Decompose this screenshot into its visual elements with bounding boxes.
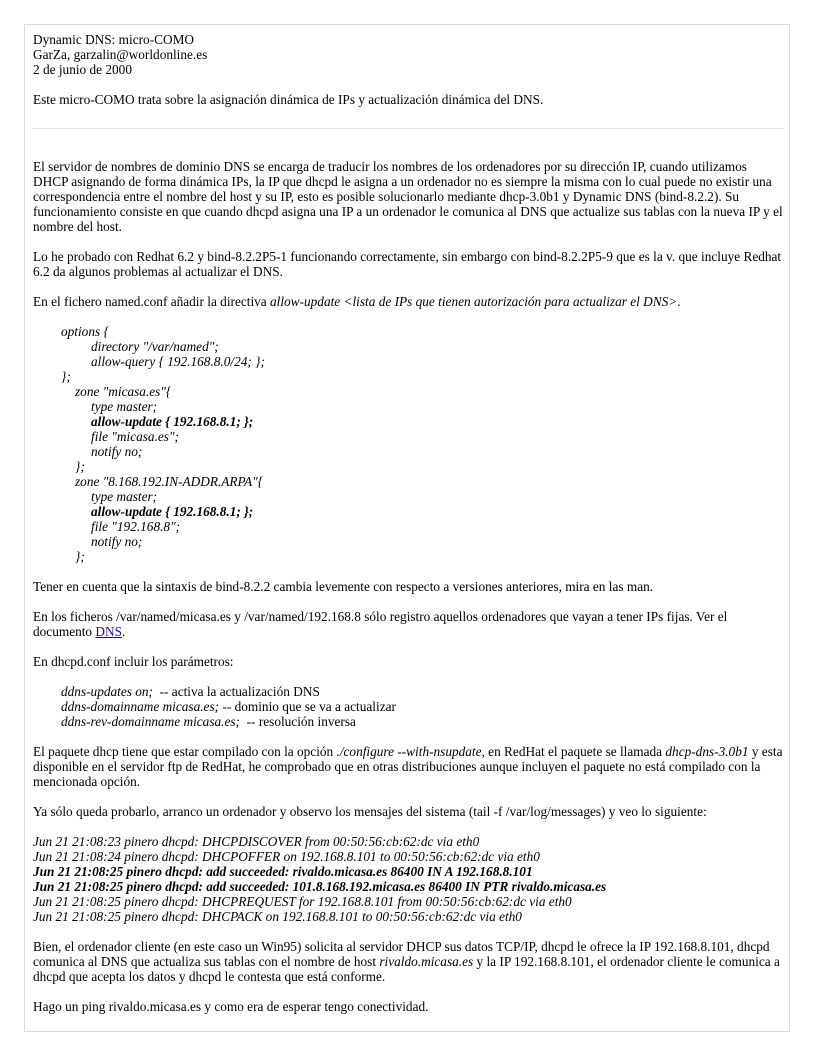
log-line: Jun 21 21:08:25 pinero dhcpd: DHCPACK on 192.168.8.101 to 00:50:56:cb:62:dc via eth0 (33, 909, 522, 924)
named-conf-line: }; (75, 549, 85, 564)
dhcpd-param-line (61, 699, 785, 714)
named-conf-paragraph: En el fichero named.conf añadir la directiva allow-update <lista de IPs que tienen autorización para actualizar el DNS>. (33, 294, 681, 309)
named-conf-line: allow-update { 192.168.8.1; }; (91, 414, 254, 429)
dhcpd-param-line (61, 684, 785, 699)
named-conf-line: file "192.168.8"; (91, 519, 181, 534)
document-content (33, 32, 785, 1014)
syntax-note: Tener en cuenta que la sintaxis de bind-8.2.2 cambia levemente con respecto a versiones anteriores, mira en las man. (33, 579, 654, 594)
intro-paragraph: El servidor de nombres de dominio DNS se encarga de traducir los nombres de los ordenadores por su dirección IP, cuando utilizamos DHCP asignando de forma dinámica IPs, la IP que dhcpd le asigna a un ordenador no es siempre la misma con lo cual puede no existir una correspondencia entre el nombre del host y su IP, esto es posible solucionarlo mediante dhcp-3.0b1 y Dynamic DNS (bind-8.2.2). Su funcionamiento consiste en que cuando dhcpd asigna una IP a un ordenador le comunica al DNS que actualize sus tablas con la nueva IP y el nombre del host. (33, 159, 783, 234)
dhcpd-params-block (61, 684, 785, 729)
test-paragraph: Ya sólo queda probarlo, arranco un ordenador y observo los mensajes del sistema (tail -f /var/log/messages) y veo lo siguiente: (33, 804, 707, 819)
dhcpd-conf-paragraph: En dhcpd.conf incluir los parámetros: (33, 654, 234, 669)
document-frame (24, 24, 790, 1032)
named-conf-line: zone "8.168.192.IN-ADDR.ARPA"{ (75, 474, 263, 489)
named-conf-line: directory "/var/named"; (91, 339, 219, 354)
named-conf-line: }; (61, 369, 71, 384)
named-conf-block (61, 324, 785, 564)
named-conf-line: options { (61, 324, 109, 339)
named-conf-line: file "micasa.es"; (91, 429, 179, 444)
author-line: GarZa, garzalin@worldonline.es (33, 47, 208, 62)
named-conf-line: allow-query { 192.168.8.0/24; }; (91, 354, 265, 369)
dhcpd-param-comment: -- activa la actualización DNS (152, 684, 320, 699)
named-conf-line: allow-update { 192.168.8.1; }; (91, 504, 254, 519)
dns-document-link[interactable]: DNS (95, 624, 123, 639)
tested-paragraph: Lo he probado con Redhat 6.2 y bind-8.2.2P5-1 funcionando correctamente, sin embargo con bind-8.2.2P5-9 que es la v. que incluye Redhat 6.2 da algunos problemas al actualizar el DNS. (33, 249, 782, 279)
log-line: Jun 21 21:08:25 pinero dhcpd: add succeeded: rivaldo.micasa.es 86400 IN A 192.168.8.101 (33, 864, 533, 879)
dhcpd-param-comment: -- dominio que se va a actualizar (219, 699, 396, 714)
dhcpd-param-code: ddns-updates on; (61, 684, 153, 699)
log-line: Jun 21 21:08:24 pinero dhcpd: DHCPOFFER on 192.168.8.101 to 00:50:56:cb:62:dc via eth0 (33, 849, 540, 864)
explanation-paragraph: Bien, el ordenador cliente (en este caso un Win95) solicita al servidor DHCP sus datos TCP/IP, dhcpd le ofrece la IP 192.168.8.101, dhcpd comunica al DNS que actualiza sus tablas con el nombre de host rivaldo.micasa.es y la IP 192.168.8.101, el ordenador cliente le comunica a dhcpd que acepta los datos y dhcpd le contesta que está conforme. (33, 939, 780, 984)
package-paragraph: El paquete dhcp tiene que estar compilado con la opción ./configure --with-nsupdate, en RedHat el paquete se llamada dhcp-dns-3.0b1 y esta disponible en el servidor ftp de RedHat, he comprobado que en otras distribuciones aunque incluyen el paquete no está compilado con la mencionada opción. (33, 744, 783, 789)
named-conf-line: notify no; (91, 534, 143, 549)
dhcpd-param-line (61, 714, 785, 729)
dhcpd-param-code: ddns-domainname micasa.es; (61, 699, 220, 714)
zone-files-paragraph: En los ficheros /var/named/micasa.es y /var/named/192.168.8 sólo registro aquellos ordenadores que vayan a tener IPs fijas. Ver el documento DNS. (33, 609, 728, 639)
named-conf-line: type master; (91, 399, 158, 414)
dhcpd-param-comment: -- resolución inversa (239, 714, 356, 729)
named-conf-line: notify no; (91, 444, 143, 459)
log-line: Jun 21 21:08:25 pinero dhcpd: DHCPREQUEST for 192.168.8.101 from 00:50:56:cb:62:dc via eth0 (33, 894, 572, 909)
named-conf-line: }; (75, 459, 85, 474)
named-conf-line: zone "micasa.es"{ (75, 384, 172, 399)
ping-paragraph: Hago un ping rivaldo.micasa.es y como era de esperar tengo conectividad. (33, 999, 429, 1014)
date-line: 2 de junio de 2000 (33, 62, 132, 77)
log-block (33, 834, 785, 924)
named-conf-line: type master; (91, 489, 158, 504)
log-line: Jun 21 21:08:25 pinero dhcpd: add succeeded: 101.8.168.192.micasa.es 86400 IN PTR rivaldo.micasa.es (33, 879, 607, 894)
document-title: Dynamic DNS: micro-COMO (33, 32, 195, 47)
dhcpd-param-code: ddns-rev-domainname micasa.es; (61, 714, 240, 729)
log-line: Jun 21 21:08:23 pinero dhcpd: DHCPDISCOVER from 00:50:56:cb:62:dc via eth0 (33, 834, 480, 849)
summary: Este micro-COMO trata sobre la asignación dinámica de IPs y actualización dinámica del DNS. (33, 92, 544, 107)
